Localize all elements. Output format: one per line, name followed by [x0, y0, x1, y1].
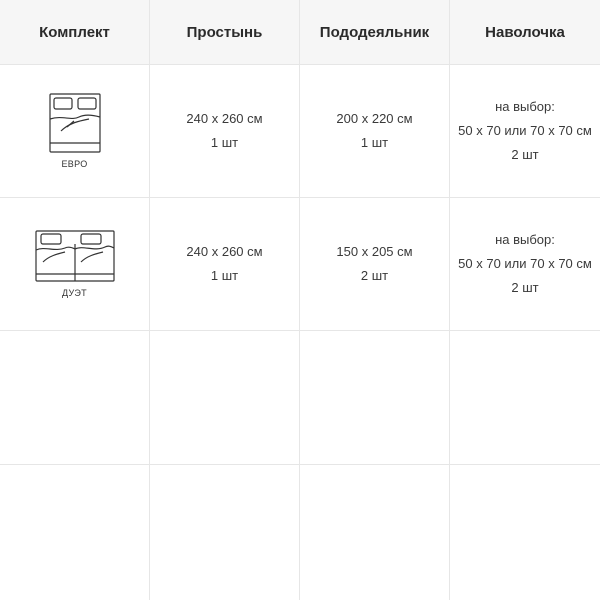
table-row-duvet-cell [300, 198, 450, 331]
empty-cell [150, 331, 300, 465]
duvet-qty: 1 шт [360, 135, 389, 150]
euro-bed-icon [49, 93, 101, 153]
header-duvet: Пододеяльник [300, 0, 450, 65]
table-row-set-cell [0, 198, 150, 331]
header-sheet: Простынь [150, 0, 300, 65]
table-row-pillow-cell [450, 65, 600, 198]
pillow-qty: 2 шт [511, 147, 539, 162]
sheet-qty: 1 шт [210, 135, 239, 150]
pillow-size: 50 x 70 или 70 x 70 см [458, 123, 592, 138]
empty-cell [300, 465, 450, 600]
pillow-size: 50 x 70 или 70 x 70 см [458, 256, 592, 271]
table-row-sheet-cell [150, 198, 300, 331]
table-row-pillow-cell [450, 198, 600, 331]
empty-cell [0, 331, 150, 465]
pillow-qty: 2 шт [511, 280, 539, 295]
table-row-set-cell [0, 65, 150, 198]
duet-bed-icon [35, 230, 115, 282]
table-row-sheet-cell [150, 65, 300, 198]
header-set: Комплект [0, 0, 150, 65]
sheet-qty: 1 шт [210, 268, 239, 283]
pillow-choice: на выбор: [495, 232, 555, 247]
duvet-size: 200 x 220 см [336, 111, 413, 126]
set-label: ДУЭТ [62, 288, 87, 298]
sheet-size: 240 x 260 см [186, 244, 263, 259]
header-pillowcase: Наволочка [450, 0, 600, 65]
set-label: ЕВРО [61, 159, 88, 169]
duvet-qty: 2 шт [360, 268, 389, 283]
empty-cell [450, 465, 600, 600]
empty-cell [300, 331, 450, 465]
sheet-size: 240 x 260 см [186, 111, 263, 126]
empty-cell [0, 465, 150, 600]
empty-cell [150, 465, 300, 600]
pillow-choice: на выбор: [495, 99, 555, 114]
table-row-duvet-cell [300, 65, 450, 198]
duvet-size: 150 x 205 см [336, 244, 413, 259]
empty-cell [450, 331, 600, 465]
